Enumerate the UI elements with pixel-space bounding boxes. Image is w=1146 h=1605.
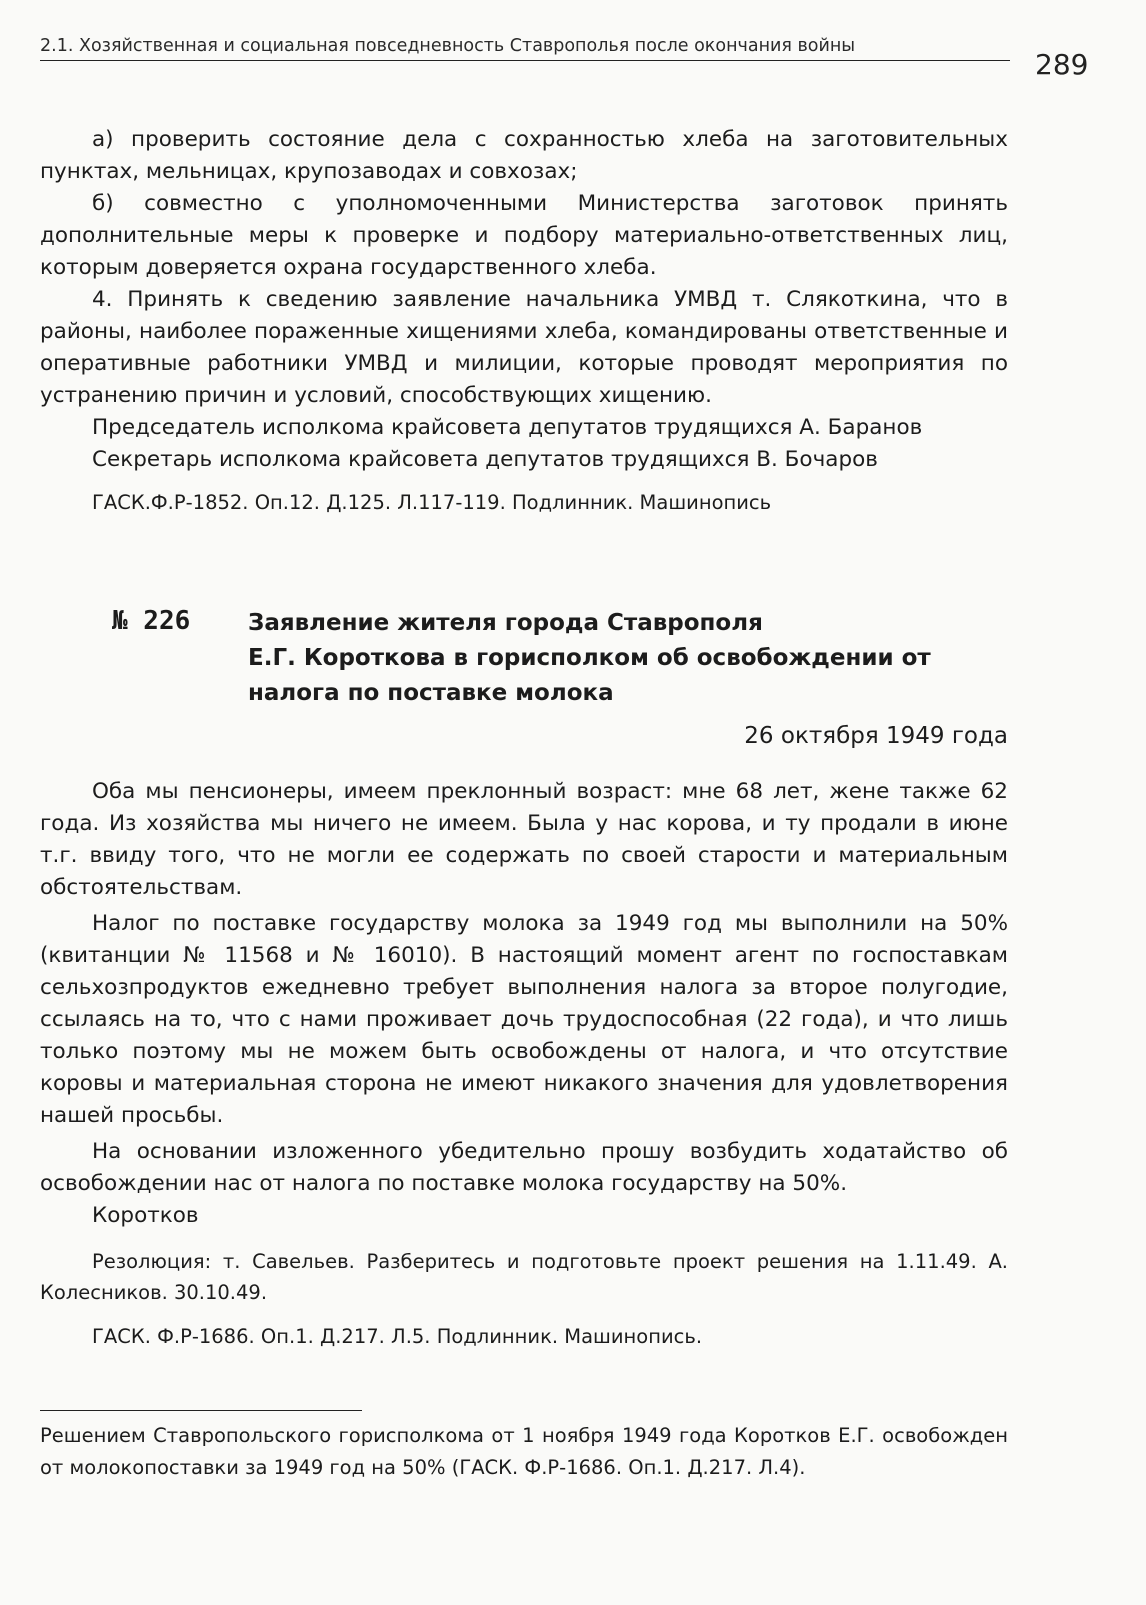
paragraph: На основании изложенного убедительно прошу возбудить ходатайство об освобождении нас от налога по поставке молока государству на 50%. (40, 1139, 1008, 1196)
title-line: Заявление жителя города Ставрополя (248, 610, 763, 636)
running-header: 2.1. Хозяйственная и социальная повседневность Ставрополья после окончания войны (40, 36, 1010, 61)
title-line: налога по поставке молока (248, 680, 614, 706)
footnote-text: Решением Ставропольского горисполкома от 1 ноября 1949 года Коротков Е.Г. освобожден от молокопоставки за 1949 год на 50% (ГАСК. Ф.Р-1686. Оп.1. Д.217. Л.4). (40, 1424, 1008, 1479)
secretary-signature: Секретарь исполкома крайсовета депутатов трудящихся В. Бочаров (92, 447, 878, 472)
document-body (40, 776, 1008, 1352)
paragraph: Оба мы пенсионеры, имеем преклонный возраст: мне 68 лет, жене также 62 года. Из хозяйства мы ничего не имеем. Была у нас корова, и ту продали в июне т.г. ввиду того, что не могли ее содержать по своей старости и материальным обстоятельствам. (40, 779, 1008, 900)
signature: Коротков (92, 1203, 199, 1228)
paragraph: Налог по поставке государству молока за 1949 год мы выполнили на 50% (квитанции № 11568 и № 16010). В настоящий момент агент по госпоставкам сельхозпродуктов ежедневно требует выполнения налога за второе полугодие, ссылаясь на то, что с нами проживает дочь трудоспособная (22 года), и что лишь только поэтому мы не можем быть освобождены от налога, и что отсутствие коровы и материальная сторона не имеют никакого значения для удовлетворения нашей просьбы. (40, 911, 1008, 1128)
archive-source: ГАСК. Ф.Р-1686. Оп.1. Д.217. Л.5. Подлинник. Машинопись. (92, 1325, 703, 1348)
chairman-signature: Председатель исполкома крайсовета депутатов трудящихся А. Баранов (92, 415, 923, 440)
footnote-divider (40, 1410, 362, 1411)
item-4: 4. Принять к сведению заявление начальника УМВД т. Слякоткина, что в районы, наиболее пораженные хищениями хлеба, командированы ответственные и оперативные работники УМВД и милиции, которые проводят мероприятия по устранению причин и условий, способствующих хищению. (40, 287, 1008, 408)
item-b: б) совместно с уполномоченными Министерства заготовок принять дополнительные меры к проверке и подбору материально-ответственных лиц, которым доверяется охрана государственного хлеба. (40, 191, 1008, 280)
page-number: 289 (1035, 48, 1089, 81)
footnote (40, 1420, 1008, 1484)
resolution: Резолюция: т. Савельев. Разберитесь и подготовьте проект решения на 1.11.49. А. Колесников. 30.10.49. (40, 1250, 1008, 1304)
document-number: № 226 (112, 606, 191, 636)
document-title (248, 606, 1008, 711)
title-line: Е.Г. Короткова в горисполком об освобождении от (248, 645, 931, 671)
archive-source: ГАСК.Ф.Р-1852. Оп.12. Д.125. Л.117-119. Подлинник. Машинопись (92, 491, 772, 514)
top-section (40, 124, 1008, 518)
document-date: 26 октября 1949 года (744, 723, 1008, 749)
item-a: а) проверить состояние дела с сохранностью хлеба на заготовительных пунктах, мельницах, крупозаводах и совхозах; (40, 127, 1008, 184)
